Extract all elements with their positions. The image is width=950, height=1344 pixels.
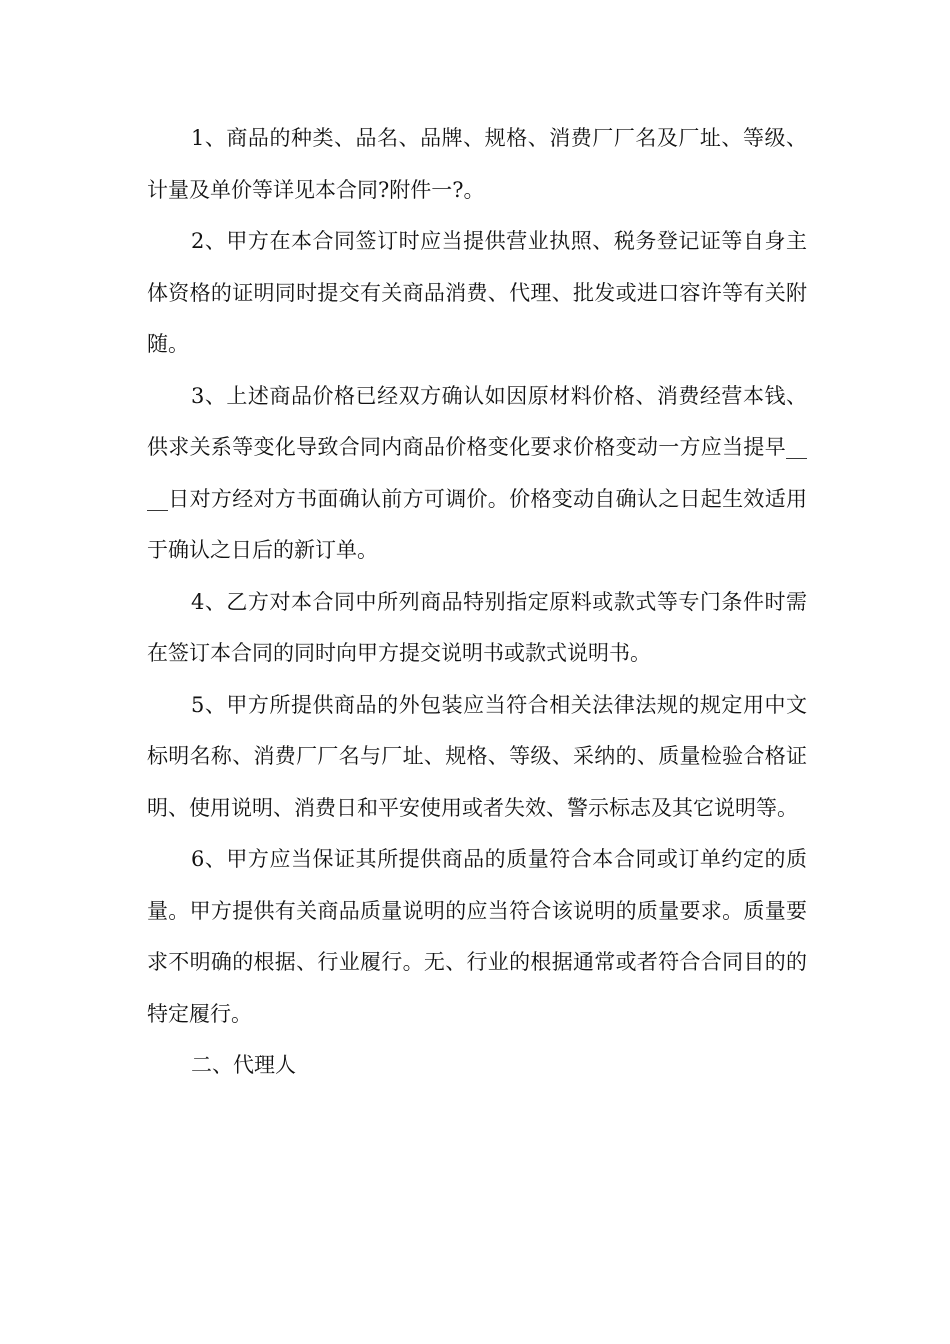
clause-5-paragraph: 5、甲方所提供商品的外包装应当符合相关法律法规的规定用中文标明名称、消费厂厂名与厂址、规格、等级、采纳的、质量检验合格证明、使用说明、消费日和平安使用或者失效、警示标志及其它说明等。 xyxy=(147,692,807,820)
clause-3-paragraph: 3、上述商品价格已经双方确认如因原材料价格、消费经营本钱、供求关系等变化导致合同内商品价格变化要求价格变动一方应当提早____日对方经对方书面确认前方可调价。价格变动自确认之日起生效适用于确认之日后的新订单。 xyxy=(147,383,807,562)
clause-2-paragraph: 2、甲方在本合同签订时应当提供营业执照、税务登记证等自身主体资格的证明同时提交有关商品消费、代理、批发或进口容许等有关附随。 xyxy=(147,229,807,356)
clause-1-paragraph: 1、商品的种类、品名、品牌、规格、消费厂厂名及厂址、等级、计量及单价等详见本合同?附件一?。 xyxy=(147,126,807,202)
clause-4-paragraph: 4、乙方对本合同中所列商品特别指定原料或款式等专门条件时需在签订本合同的同时向甲方提交说明书或款式说明书。 xyxy=(147,589,807,665)
document-body xyxy=(147,113,807,1092)
section-heading-agent: 二、代理人 xyxy=(191,1053,296,1077)
clause-6-paragraph: 6、甲方应当保证其所提供商品的质量符合本合同或订单约定的质量。甲方提供有关商品质量说明的应当符合该说明的质量要求。质量要求不明确的根据、行业履行。无、行业的根据通常或者符合合同目的的特定履行。 xyxy=(147,847,807,1026)
